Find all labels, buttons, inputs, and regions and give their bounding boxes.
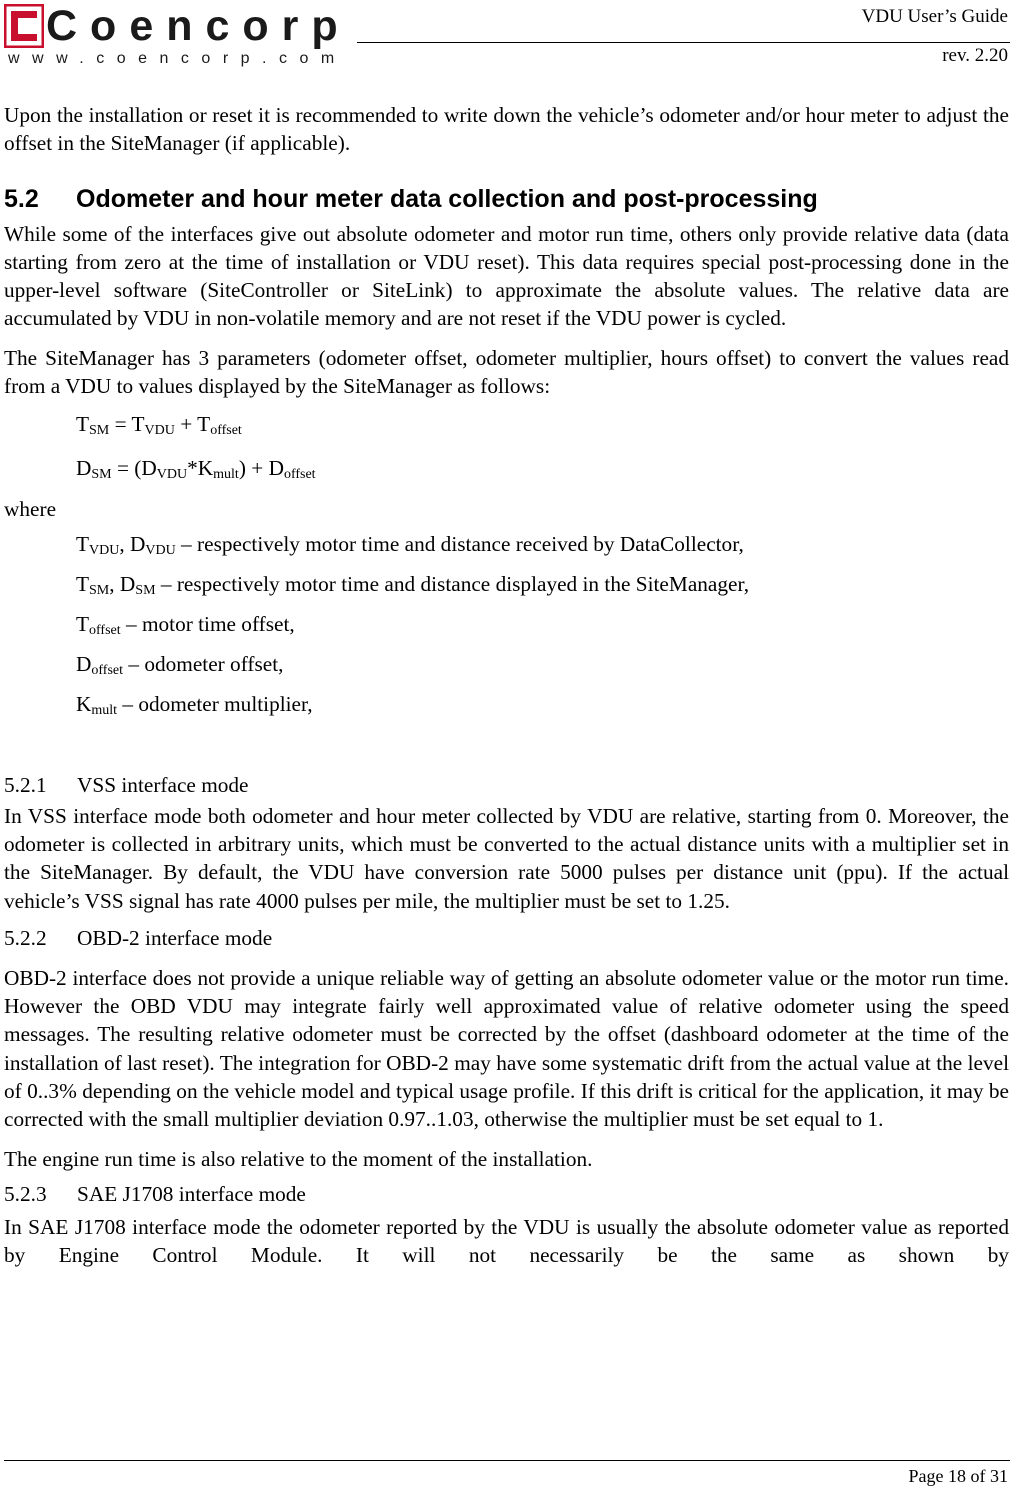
header-divider <box>357 42 1010 43</box>
logo-mark-icon <box>4 4 44 48</box>
section-title: Odometer and hour meter data collection and post-processing <box>76 184 818 213</box>
definition-item: $T_{offset}$ – motor time offset, <box>76 611 295 638</box>
logo-url: www.coencorp.com <box>8 50 347 67</box>
paragraph: In VSS interface mode both odometer and hour meter collected by VDU are relative, starting from 0. Moreover, the odometer is collected in arbitrary units, which must be converted to the actual distance units with a multiplier set in the SiteManager. By default, the VDU have conversion rate 5000 pulses per distance unit (ppu). If the actual vehicle’s VSS signal has rate 4000 pulses per mile, the multiplier must be set to 1.25. <box>4 803 1009 913</box>
formula-time: $T_{SM} = T_{VDU} + T_{offset}$ <box>76 412 242 439</box>
paragraph: While some of the interfaces give out absolute odometer and motor run time, others only provide relative data (data starting from zero at the time of installation or VDU reset). This data requires special post-processing done in the upper-level software (SiteController or SiteLink) to approximate the absolute values. The relative data are accumulated by VDU in non-volatile memory and are not reset if the VDU power is cycled. <box>4 221 1009 331</box>
section-number: 5.2.3 <box>4 1181 47 1206</box>
definition-item: $T_{SM}$, $D_{SM}$ – respectively motor time and distance displayed in the SiteManager, <box>76 571 750 598</box>
logo-wordmark: Coencorp <box>46 2 351 50</box>
section-number: 5.2 <box>4 184 39 213</box>
page-body <box>4 101 1009 1270</box>
definition-item: $T_{VDU}$, $D_{VDU}$ – respectively motor time and distance received by DataCollector, <box>76 531 744 558</box>
page-number: Page 18 of 31 <box>908 1466 1008 1486</box>
document-revision: rev. 2.20 <box>942 45 1008 66</box>
footer-divider <box>4 1460 1010 1461</box>
intro-paragraph: Upon the installation or reset it is recommended to write down the vehicle’s odometer and/or hour meter to adjust the offset in the SiteManager (if applicable). <box>4 103 1009 156</box>
section-title: VSS interface mode <box>77 772 249 797</box>
section-title: OBD-2 interface mode <box>77 925 273 950</box>
paragraph: In SAE J1708 interface mode the odometer reported by the VDU is usually the absolute odometer value as reported by Engine Control Module. It will not necessarily be the same as shown by <box>4 1214 1009 1268</box>
definition-item: $K_{mult}$ – odometer multiplier, <box>76 691 313 718</box>
section-number: 5.2.2 <box>4 925 47 950</box>
definition-item: $D_{offset}$ – odometer offset, <box>76 651 284 678</box>
paragraph: OBD-2 interface does not provide a unique reliable way of getting an absolute odometer value or the motor run time. However the OBD VDU may integrate fairly well approximated value of relative odometer using the speed messages. The resulting relative odometer must be corrected by the offset (dashboard odometer at the time of the installation of last reset). The integration for OBD-2 may have some systematic drift from the actual value at the level of 0..3% depending on the vehicle model and typical usage profile. If this drift is critical for the application, it may be corrected with the small multiplier deviation 0.97..1.03, otherwise the multiplier must be set equal to 1. <box>4 965 1009 1132</box>
paragraph: The engine run time is also relative to the moment of the installation. <box>4 1146 593 1171</box>
document-title: VDU User’s Guide <box>861 6 1008 27</box>
section-heading-5-2-1 <box>4 770 1009 800</box>
where-label: where <box>4 497 57 522</box>
company-logo <box>4 2 351 70</box>
section-heading-5-2 <box>4 184 1009 214</box>
section-heading-5-2-3 <box>4 1179 1009 1209</box>
definition-list <box>76 524 1009 724</box>
formula-distance: $D_{SM} = (D_{VDU}*K_{mult}) + D_{offset}$ <box>76 456 316 483</box>
section-title: SAE J1708 interface mode <box>77 1181 306 1206</box>
paragraph: The SiteManager has 3 parameters (odometer offset, odometer multiplier, hours offset) to convert the values read from a VDU to values displayed by the SiteManager as follows: <box>4 345 1009 399</box>
section-number: 5.2.1 <box>4 772 47 797</box>
section-heading-5-2-2 <box>4 923 1009 953</box>
